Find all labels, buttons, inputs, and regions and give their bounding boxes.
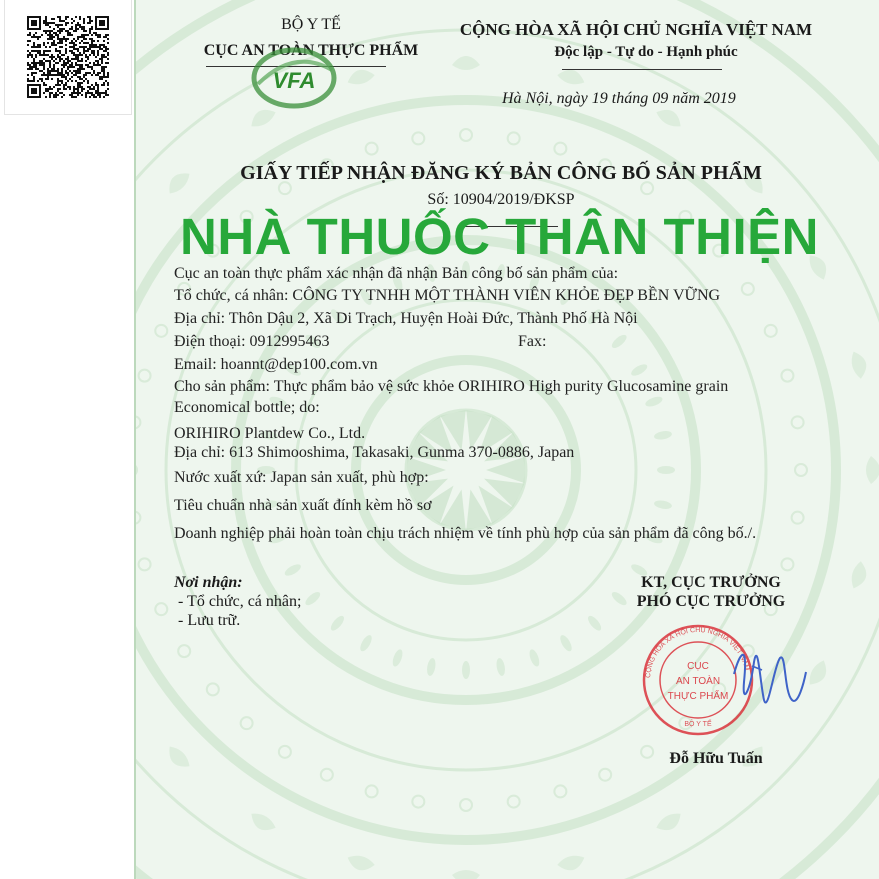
country-name: CỘNG HÒA XÃ HỘI CHỦ NGHĨA VIỆT NAM xyxy=(459,20,813,39)
product-line-1: Cho sản phẩm: Thực phẩm bảo vệ sức khỏe ORIHIRO High purity Glucosamine grain xyxy=(174,378,729,395)
origin-line: Nước xuất xứ: Japan sản xuất, phù hợp: xyxy=(174,469,429,486)
address-line: Địa chỉ: Thôn Dậu 2, Xã Di Trạch, Huyện Hoài Đức, Thành Phố Hà Nội xyxy=(174,310,638,327)
intro-line: Cục an toàn thực phẩm xác nhận đã nhận Bản công bố sản phẩm của: xyxy=(174,265,619,282)
vfa-logo-text: VFA xyxy=(272,68,316,93)
fax-line: Fax: xyxy=(518,333,547,350)
stamp-center-line: THỰC PHẨM xyxy=(667,691,729,702)
recipients-title: Nơi nhận: xyxy=(174,574,243,591)
recipient-item: - Lưu trữ. xyxy=(178,612,241,629)
stamp-ring-text: CỘNG HÒA XÃ HỘI CHỦ NGHĨA VIỆT NAM xyxy=(644,626,751,679)
signer-name: Đỗ Hữu Tuấn xyxy=(669,750,763,767)
national-motto: Độc lập - Tự do - Hạnh phúc xyxy=(554,44,738,60)
signature-title-line-2: PHÓ CỤC TRƯỞNG xyxy=(636,593,786,610)
standard-line: Tiêu chuẩn nhà sản xuất đính kèm hồ sơ xyxy=(174,497,432,514)
official-stamp xyxy=(636,622,816,742)
stamp-center-line: CỤC xyxy=(687,661,709,672)
document-title: GIẤY TIẾP NHẬN ĐĂNG KÝ BẢN CÔNG BỐ SẢN PHẨM xyxy=(240,162,762,184)
qr-code xyxy=(4,0,132,115)
phone-line: Điện thoại: 0912995463 xyxy=(174,333,330,350)
stamp-center-line: AN TOÀN xyxy=(675,676,721,687)
qr-code-icon xyxy=(27,16,109,98)
handwritten-signature xyxy=(734,655,806,703)
ministry-name: BỘ Y TẾ xyxy=(281,16,341,33)
manufacturer-line: ORIHIRO Plantdew Co., Ltd. xyxy=(174,425,366,442)
recipient-item: - Tổ chức, cá nhân; xyxy=(178,593,302,610)
watermark-overlay-text: NHÀ THUỐC THÂN THIỆN xyxy=(180,208,819,265)
certificate-sheet xyxy=(134,0,879,879)
header-right-rule xyxy=(562,69,722,70)
document-number: Số: 10904/2019/ĐKSP xyxy=(427,191,575,208)
product-line-2: Economical bottle; do: xyxy=(174,399,320,416)
signature-title-line-1: KT, CỤC TRƯỞNG xyxy=(641,574,781,591)
responsibility-line: Doanh nghiệp phải hoàn toàn chịu trách nhiệm về tính phù hợp của sản phẩm đã công bố./. xyxy=(174,525,757,542)
place-date: Hà Nội, ngày 19 tháng 09 năm 2019 xyxy=(502,90,736,107)
organization-line: Tổ chức, cá nhân: CÔNG TY TNHH MỘT THÀNH VIÊN KHỎE ĐẸP BỀN VỮNG xyxy=(174,287,721,304)
vfa-logo xyxy=(248,40,340,112)
email-line: Email: hoannt@dep100.com.vn xyxy=(174,356,378,373)
manufacturer-address-line: Địa chỉ: 613 Shimooshima, Takasaki, Gunma 370-0886, Japan xyxy=(174,444,575,461)
agency-name: CỤC AN TOÀN THỰC PHẨM xyxy=(203,42,419,59)
stamp-bottom-text: BỘ Y TẾ xyxy=(684,721,712,728)
